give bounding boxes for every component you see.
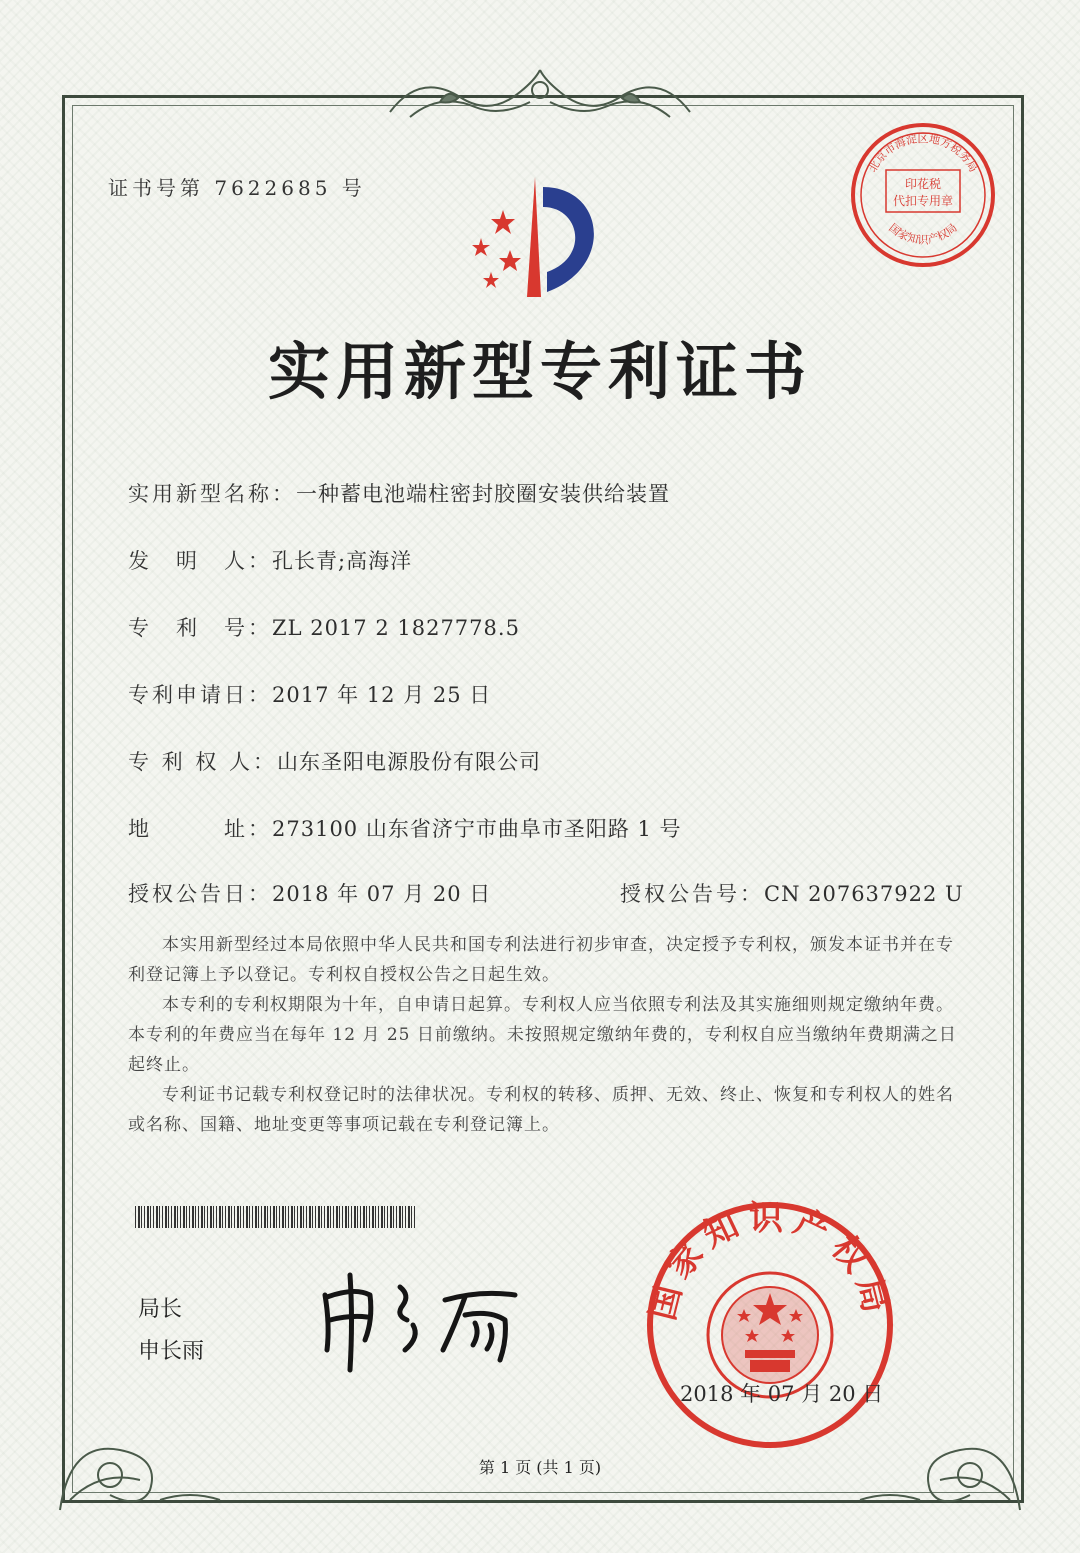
field-announcement-date [128,878,491,908]
field-label: 授权公告日： [128,882,272,906]
tax-stamp-seal [848,120,998,270]
field-label: 发 明 人： [128,549,272,573]
field-label: 专 利 号： [128,616,272,640]
director-title: 局长 [138,1297,183,1322]
field-label: 实用新型名称： [128,482,296,506]
handwritten-signature [315,1265,565,1375]
field-inventor [128,545,412,575]
body-paragraph-3: 专利证书记载专利权登记时的法律状况。专利权的转移、质押、无效、终止、恢复和专利权人的姓名或名称、国籍、地址变更等事项记载在专利登记簿上。 [128,1085,954,1135]
field-value: 2017 年 12 月 25 日 [272,683,492,707]
body-paragraph-1: 本实用新型经过本局依照中华人民共和国专利法进行初步审查，决定授予专利权，颁发本证书并在专利登记簿上予以登记。专利权自授权公告之日起生效。 [128,935,954,985]
field-utility-model-name [128,478,670,508]
field-value: 一种蓄电池端柱密封胶圈安装供给装置 [296,482,670,506]
field-label: 地 址： [128,817,272,841]
field-address [128,813,682,843]
field-patentee [128,746,541,776]
seal-date: 2018 年 07 月 20 日 [680,1382,884,1406]
field-filing-date [128,679,491,709]
body-paragraph-2: 本专利的专利权期限为十年，自申请日起算。专利权人应当依照专利法及其实施细则规定缴纳年费。本专利的年费应当在每年 12 月 25 日前缴纳。未按照规定缴纳年费的，专利权自应当缴纳年费期满之日起终止。 [128,995,957,1075]
field-label: 专 利 权 人： [128,750,278,774]
field-value: ZL 2017 2 1827778.5 [272,616,520,640]
corner-ornament-bottom-left-icon [40,1380,240,1520]
tax-stamp-bottom-text: 国家知识产权局 [886,221,960,247]
field-value: 2018 年 07 月 20 日 [272,882,492,906]
director-name: 申长雨 [138,1339,205,1364]
certificate-body-text [128,930,970,1140]
field-label: 专利申请日： [128,683,272,707]
seal-outer-text: 国家知识产权局 [642,1198,898,1325]
certificate-number: 证书号第 7622685 号 [108,176,366,200]
field-value: CN 207637922 U [764,882,964,906]
certificate-title: 实用新型专利证书 [267,335,812,408]
patent-office-logo-icon [455,172,630,307]
field-patent-number [128,612,520,642]
tax-stamp-inner-line2: 代扣专用章 [892,194,954,208]
field-value: 孔长青;高海洋 [272,549,413,573]
official-seal [640,1195,900,1455]
field-value: 273100 山东省济宁市曲阜市圣阳路 1 号 [272,817,682,841]
field-label: 授权公告号： [620,882,764,906]
tax-stamp-inner-line1: 印花税 [904,177,942,191]
field-value: 山东圣阳电源股份有限公司 [277,750,542,774]
field-announcement-number [620,878,964,908]
top-ornament-icon [380,62,700,132]
page-number: 第 1 页 (共 1 页) [478,1458,602,1477]
barcode [135,1206,415,1228]
tax-stamp-outer-text: 北京市海淀区地方税务局 [865,132,981,175]
